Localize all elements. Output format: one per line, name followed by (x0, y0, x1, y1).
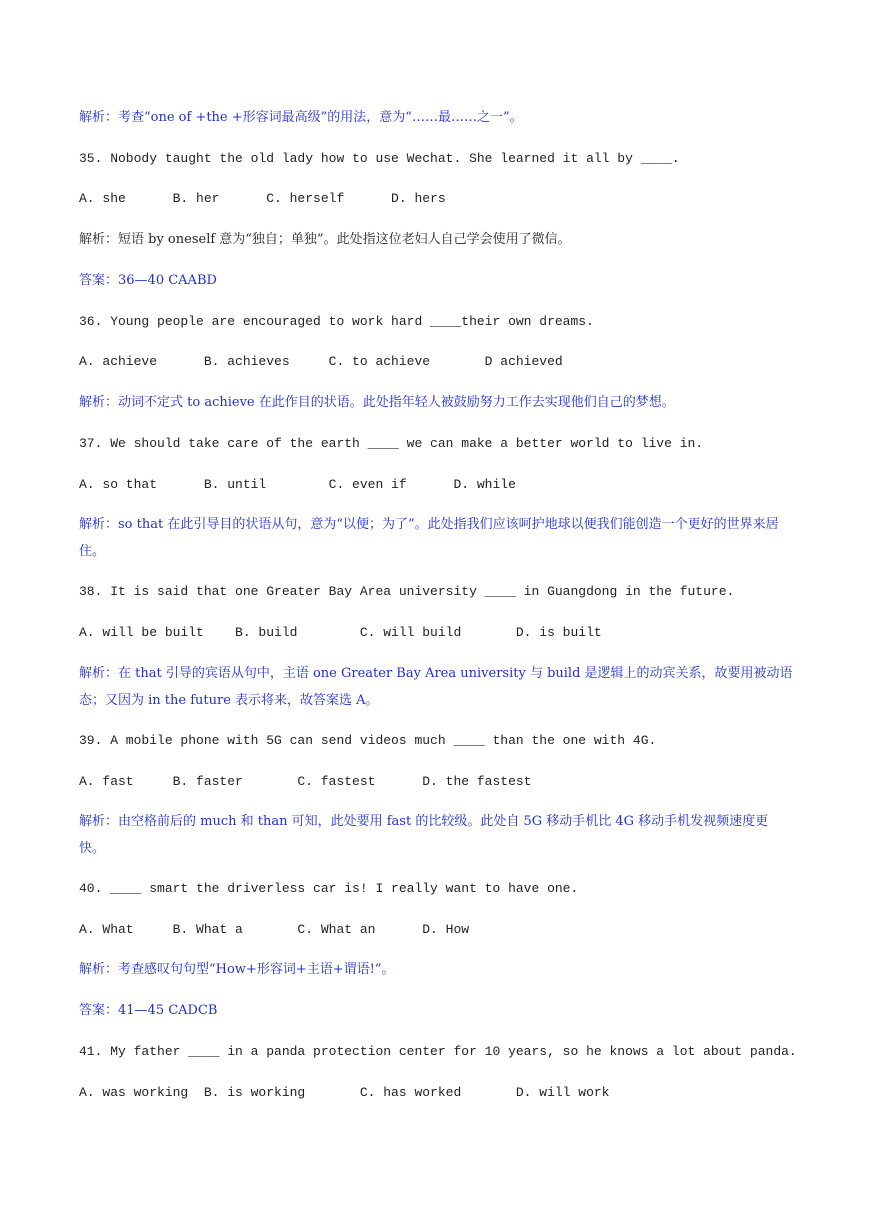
question-35: 35. Nobody taught the old lady how to use Wechat. She learned it all by ____. (79, 151, 680, 166)
analysis-39: 解析：由空格前后的 much 和 than 可知，此处要用 fast 的比较级。此处自 5G 移动手机比 4G 移动手机发视频速度更快。 (79, 814, 769, 856)
question-41: 41. My father ____ in a panda protection center for 10 years, so he knows a lot about panda. (79, 1044, 797, 1059)
analysis-35: 解析：短语 by oneself 意为“独自；单独”。此处指这位老妇人自己学会使用了微信。 (79, 232, 571, 247)
question-40: 40. ____ smart the driverless car is! I really want to have one. (79, 881, 579, 896)
analysis-37: 解析：so that 在此引导目的状语从句，意为“以便；为了”。此处指我们应该呵护地球以便我们能创造一个更好的世界来居住。 (79, 517, 779, 559)
options-35: A. she B. her C. herself D. hers (79, 191, 446, 206)
analysis-36: 解析：动词不定式 to achieve 在此作目的状语。此处指年轻人被鼓励努力工作去实现他们自己的梦想。 (79, 395, 675, 410)
options-38: A. will be built B. build C. will build D. is built (79, 625, 602, 640)
options-36: A. achieve B. achieves C. to achieve D achieved (79, 354, 563, 369)
question-36: 36. Young people are encouraged to work hard ____their own dreams. (79, 314, 594, 329)
question-39: 39. A mobile phone with 5G can send videos much ____ than the one with 4G. (79, 733, 657, 748)
question-38: 38. It is said that one Greater Bay Area university ____ in Guangdong in the future. (79, 584, 735, 599)
analysis-38: 解析：在 that 引导的宾语从句中，主语 one Greater Bay Area university 与 build 是逻辑上的动宾关系，故要用被动语态；又因为 in the future 表示将来，故答案选 A。 (79, 666, 793, 708)
options-39: A. fast B. faster C. fastest D. the fastest (79, 774, 532, 789)
analysis-40: 解析：考查感叹句句型“How+形容词+主语+谓语!”。 (79, 962, 395, 977)
question-37: 37. We should take care of the earth ____ we can make a better world to live in. (79, 436, 704, 451)
options-41: A. was working B. is working C. has worked D. will work (79, 1085, 610, 1100)
options-37: A. so that B. until C. even if D. while (79, 477, 516, 492)
analysis-34: 解析：考查“one of +the +形容词最高级”的用法，意为“……最……之一”。 (79, 110, 523, 125)
answer-41-45: 答案：41—45 CADCB (79, 1003, 218, 1018)
answer-36-40: 答案：36—40 CAABD (79, 273, 217, 288)
options-40: A. What B. What a C. What an D. How (79, 922, 470, 937)
